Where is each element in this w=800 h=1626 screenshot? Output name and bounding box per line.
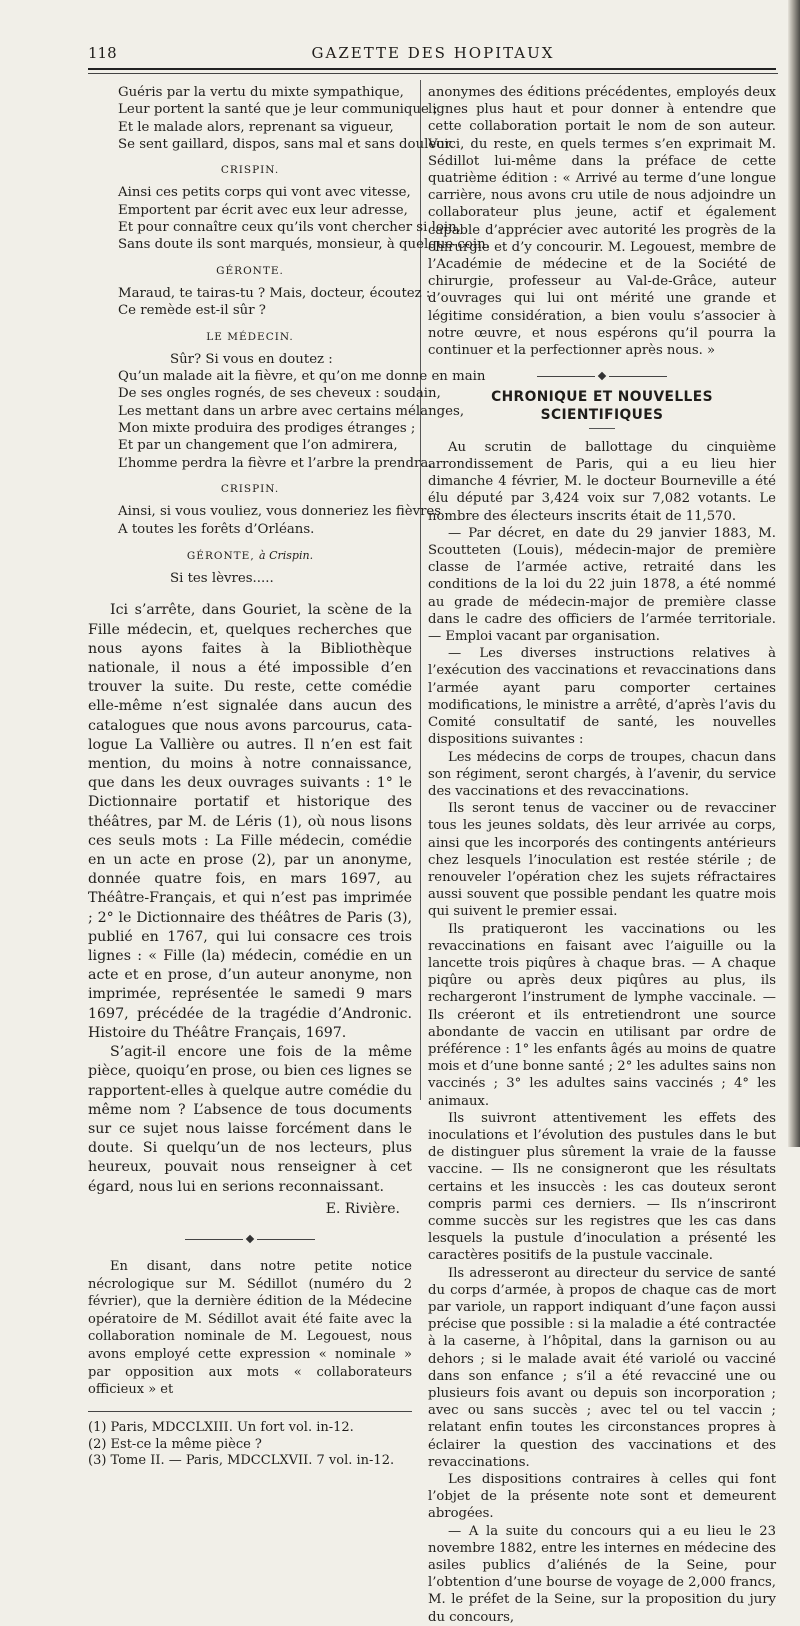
speaker-name: CRISPIN. — [220, 482, 280, 495]
verse-line: Les mettant dans un arbre avec certains mélanges, — [118, 403, 465, 419]
verse-block — [118, 570, 412, 587]
news-paragraph: Ils suivront attentivement les effets des inoculations et l’évolution des pustules dans le but de distinguer plus sûrement la vraie de la fausse vaccine. — Ils ne consigneront que les résultats certains et les insuccès : les cas douteux seront compris parmi ces derniers. — Ils n’inscriront comme succès sur les registres que les cas dans lesquels la pustule d’inoculation a présenté les caractères positifs de la pustule vaccinale. — [428, 1110, 776, 1264]
header-rule-thin — [88, 73, 778, 74]
verse-line: Sûr? Si vous en doutez : — [170, 351, 333, 367]
speaker-name: CRISPIN. — [220, 164, 280, 177]
speaker-name: GÉRONTE, — [186, 549, 255, 562]
verse-line: Ainsi ces petits corps qui vont avec vitesse, — [118, 185, 411, 201]
title-rule — [589, 428, 615, 429]
left-column — [88, 84, 490, 1470]
verse-line: Et pour connaître ceux qu’ils vont chercher si loin, — [118, 220, 461, 236]
body-paragraph: anonymes des éditions précédentes, employés deux lignes plus haut et pour donner à entendre que cette collaboration portait le nom de son auteur. Voici, du reste, en quels termes s’en exprimait M. Sédillot lui-même dans la préface de cette quatrième édition : « Arrivé au terme d’une longue carrière, nous avons cru utile de nous adjoindre un collaborateur plus jeune, actif et également capable d’apprécier avec autorité les progrès de la chirurgie et d’y concourir. M. Legouest, membre de l’Académie de médecine et de la Société de chirurgie, professeur au Val-de-Grâce, auteur d’ouvrages qui lui ont mérité une grande et légitime considération, a bien voulu s’associer à notre œuvre, et nous espérons qu’il pourra la continuer et la perfectionner après nous. » — [428, 85, 776, 359]
footnote: (2) Est-ce la même pièce ? — [88, 1436, 262, 1452]
news-paragraph: — Les diverses instructions relatives à l’exécution des vaccinations et revaccinations dans l’armée ayant paru comporter certaines modifications, le ministre a arrêté, d’après l’avis du Comité consultatif de santé, les nouvelles dispositions suivantes : — [428, 646, 776, 748]
footnotes — [88, 1411, 412, 1470]
speaker-direction — [88, 547, 412, 565]
verse-block — [118, 503, 442, 538]
news-paragraph: Ils adresseront au directeur du service de santé du corps d’armée, à propos de chaque cas de mort par variole, un rapport indiquant d’une façon aussi précise que possible : si la maladie a été contractée à la caserne, à l’hôpital, dans la garnison ou au dehors ; si le malade avait été variolé ou vacciné dans son enfance ; s’il a été revacciné une ou plusieurs fois avant ou depuis son incorporation ; avec ou sans succès ; avec tel ou tel vaccin ; relatant enfin toutes les circonstances propres à éclairer la question des vaccinations et des revaccinations. — [428, 1265, 776, 1470]
verse-block — [118, 351, 486, 472]
verse-line: Leur portent la santé que je leur communique ; — [118, 102, 438, 118]
verse-line: L’homme perdra la fièvre et l’arbre la prendra. — [118, 455, 433, 471]
verse-line: Ce remède est-il sûr ? — [118, 303, 266, 319]
verse-block — [118, 285, 431, 320]
verse-line: Sans doute ils sont marqués, monsieur, à quelque coin. — [118, 237, 490, 253]
news-paragraph: Ils pratiqueront les vaccinations ou les revaccinations en faisant avec l’aiguille ou la lancette trois piqûres à chaque bras. — A chaque piqûre ou après deux piqûres au plus, ils rechargeront l’instrument de lymphe vaccinale. — Ils créeront et ils entretiendront une source abondante de vaccin en utilisant par ordre de préférence : 1° les enfants âgés au moins de quatre mois et d’une bonne santé ; 2° les adultes sains non vaccinés ; 3° les adultes sains vaccinés ; 4° les animaux. — [428, 921, 776, 1109]
verse-line: Ainsi, si vous vouliez, vous donneriez les fièvres — [118, 504, 442, 520]
stage-direction: à Crispin. — [259, 548, 314, 562]
verse-line: Guéris par la vertu du mixte sympathique, — [118, 85, 404, 100]
news-paragraph: Les médecins de corps de troupes, chacun dans son régiment, seront chargés, à l’avenir, du service des vaccinations et des revaccinations. — [428, 749, 776, 799]
verse-line: A toutes les forêts d’Orléans. — [118, 521, 315, 537]
news-paragraph: Au scrutin de ballottage du cinquième arrondissement de Paris, qui a eu lieu hier dimanche 4 février, M. le docteur Bourneville a été élu député par 3,424 voix sur 7,082 votants. Le nombre des électeurs inscrits était de 11,570. — [428, 439, 776, 524]
section-ornament — [428, 373, 776, 379]
page-number: 118 — [88, 44, 117, 62]
footnote: (3) Tome II. — Paris, MDCCLXVII. 7 vol. in-12. — [88, 1453, 395, 1469]
journal-title: GAZETTE DES HOPITAUX — [311, 44, 555, 62]
header-rule — [88, 68, 776, 70]
verse-line: Et le malade alors, reprenant sa vigueur, — [118, 119, 394, 135]
verse-block — [118, 184, 490, 253]
body-paragraph: En disant, dans notre petite notice nécrologique sur M. Sédillot (numéro du 2 février), que la dernière édition de la Médecine opératoire de M. Sédillot avait été faite avec la collaboration nominale de M. Legouest, nous avons employé cette expression « nominale » par opposition aux mots « collaborateurs officieux » et — [88, 1259, 412, 1398]
section-ornament — [88, 1236, 412, 1242]
page-binding-edge — [788, 0, 800, 1147]
verse-line: Qu’un malade ait la fièvre, et qu’on me donne en main — [118, 369, 486, 385]
author-signature: E. Rivière. — [325, 1200, 400, 1217]
footnote: (1) Paris, MDCCLXIII. Un fort vol. in-12. — [88, 1419, 354, 1435]
section-title: CHRONIQUE ET NOUVELLES SCIENTIFIQUES — [491, 389, 713, 423]
news-paragraph: Ils seront tenus de vacciner ou de revacciner tous les jeunes soldats, dès leur arrivée au corps, ainsi que les incorporés des contingents antérieurs chez lesquels l’inoculation est restée stérile ; de renouveler l’opération chez les sujets réfractaires aussi souvent que possible pendant les quatre mois qui suivent le premier essai. — [428, 801, 776, 920]
verse-block — [118, 84, 454, 153]
body-paragraph: S’agit-il encore une fois de la même pièce, quoiqu’en prose, ou bien ces lignes se rapportent-elles à quelque autre comédie du même nom ? L’absence de tous documents sur ce sujet nous laisse forcément dans le doute. Si quelqu’un de nos lecteurs, plus heureux, pouvait nous renseigner à cet égard, nous lui en serions reconnaissant. — [88, 1044, 412, 1195]
verse-line: De ses ongles rognés, de ses cheveux : soudain, — [118, 386, 441, 402]
page-header — [88, 44, 778, 66]
news-paragraph: — Par décret, en date du 29 janvier 1883, M. Scoutteten (Louis), médecin-major de première classe de l’armée active, retraité dans les conditions de la loi du 22 juin 1878, a été nommé au grade de médecin-major de première classe dans le cadre des officiers de l’armée territoriale. — Emploi vacant par organisation. — [428, 525, 776, 645]
verse-line: Se sent gaillard, dispos, sans mal et sans douleur. — [118, 136, 454, 152]
verse-line: Maraud, te tairas-tu ? Mais, docteur, écoutez : — [118, 285, 431, 301]
speaker-name: LE MÉDECIN. — [206, 330, 294, 343]
verse-line: Emportent par écrit avec eux leur adresse, — [118, 202, 408, 218]
right-column — [428, 84, 776, 1626]
verse-line: Et par un changement que l’on admirera, — [118, 438, 398, 454]
verse-line: Si tes lèvres..... — [170, 571, 274, 587]
body-paragraph: Ici s’arrête, dans Gouriet, la scène de la Fille médecin, et, quelques recherches que nous ayons faites à la Bibliothèque nationale, il nous a été impossible d’en trouver la suite. Du reste, cette comédie elle-même n’est signalée dans aucun des catalogues que nous avons parcourus, catalogue La Vallière ou autres. Il n’en est fait mention, du moins à notre connaissance, que dans les deux ouvrages suivants : 1° le Dictionnaire portatif et historique des théâtres, par M. de Léris (1), où nous lisons ces seuls mots : La Fille médecin, comédie en un acte en prose (2), par un anonyme, donnée quatre fois, en mars 1697, au Théâtre-Français, et qui n’est pas imprimée ; 2° le Dictionnaire des théâtres de Paris (3), publié en 1767, qui lui consacre ces trois lignes : « Fille (la) médecin, comédie en un acte et en prose, d’un auteur anonyme, non imprimée, représentée le samedi 9 mars 1697, précédée de la tragédie d’Andronic. Histoire du Théâtre Français, 1697. — [88, 602, 412, 1041]
speaker-name: GÉRONTE. — [216, 264, 284, 277]
news-paragraph: Les dispositions contraires à celles qui font l’objet de la présente note sont et demeurent abrogées. — [428, 1472, 776, 1522]
news-paragraph: — A la suite du concours qui a eu lieu le 23 novembre 1882, entre les internes en médecine des asiles publics d’aliénés de la Seine, pour l’obtention d’une bourse de voyage de 2,000 francs, M. le préfet de la Seine, sur la proposition du jury du concours, — [428, 1523, 776, 1625]
verse-line: Mon mixte produira des prodiges étranges ; — [118, 421, 416, 437]
